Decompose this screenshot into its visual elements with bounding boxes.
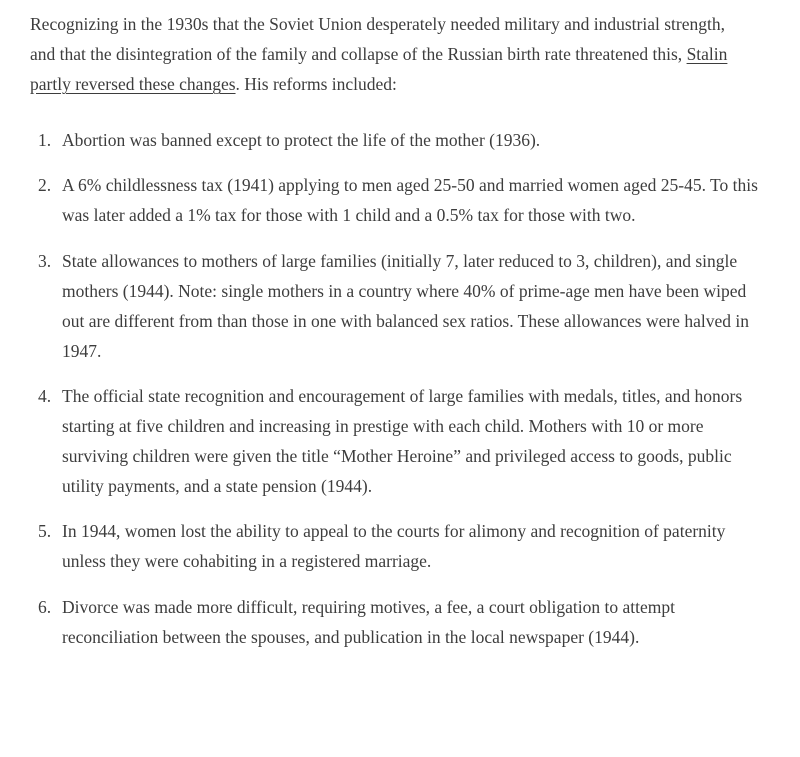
list-item-text: State allowances to mothers of large families (initially 7, later reduced to 3, children), and single mothers (1944). Note: single mothers in a country where 40% of prime-age men have been wiped out are different from than those in one with balanced sex ratios. These allowances were halved in 1947. [62,250,749,361]
stalin-reforms-link[interactable]: Stalin partly reversed these changes [30,44,728,95]
list-marker: 1. [38,130,52,151]
list-item-text: In 1944, women lost the ability to appeal to the courts for alimony and recognition of paternity unless they were cohabiting in a registered marriage. [62,521,726,572]
list-marker: 4. [38,385,52,406]
list-item [38,125,764,155]
list-item [38,592,764,652]
reforms-list [30,125,764,651]
intro-text-after-link: . His reforms included: [235,74,397,95]
intro-text-before-link: Recognizing in the 1930s that the Soviet Union desperately needed military and industrial strength, and that the disintegration of the family and collapse of the Russian birth rate threatened this, [30,14,725,65]
list-item-text: The official state recognition and encouragement of large families with medals, titles, and honors starting at five children and increasing in prestige with each child. Mothers with 10 or more surviving children were given the title “Mother Heroine” and privileged access to goods, public utility payments, and a state pension (1944). [62,385,743,497]
list-marker: 2. [38,175,52,196]
list-marker: 6. [38,596,52,617]
list-marker: 5. [38,521,52,542]
intro-paragraph [30,9,764,99]
list-marker: 3. [38,250,52,271]
list-item [38,246,764,366]
list-item [38,381,764,501]
list-item-text: A 6% childlessness tax (1941) applying to men aged 25-50 and married women aged 25-45. To this was later added a 1% tax for those with 1 child and a 0.5% tax for those with two. [62,175,758,226]
list-item-text: Divorce was made more difficult, requiring motives, a fee, a court obligation to attempt reconciliation between the spouses, and publication in the local newspaper (1944). [62,596,675,647]
list-item [38,516,764,576]
list-item-text: Abortion was banned except to protect the life of the mother (1936). [62,130,541,151]
list-item [38,170,764,230]
